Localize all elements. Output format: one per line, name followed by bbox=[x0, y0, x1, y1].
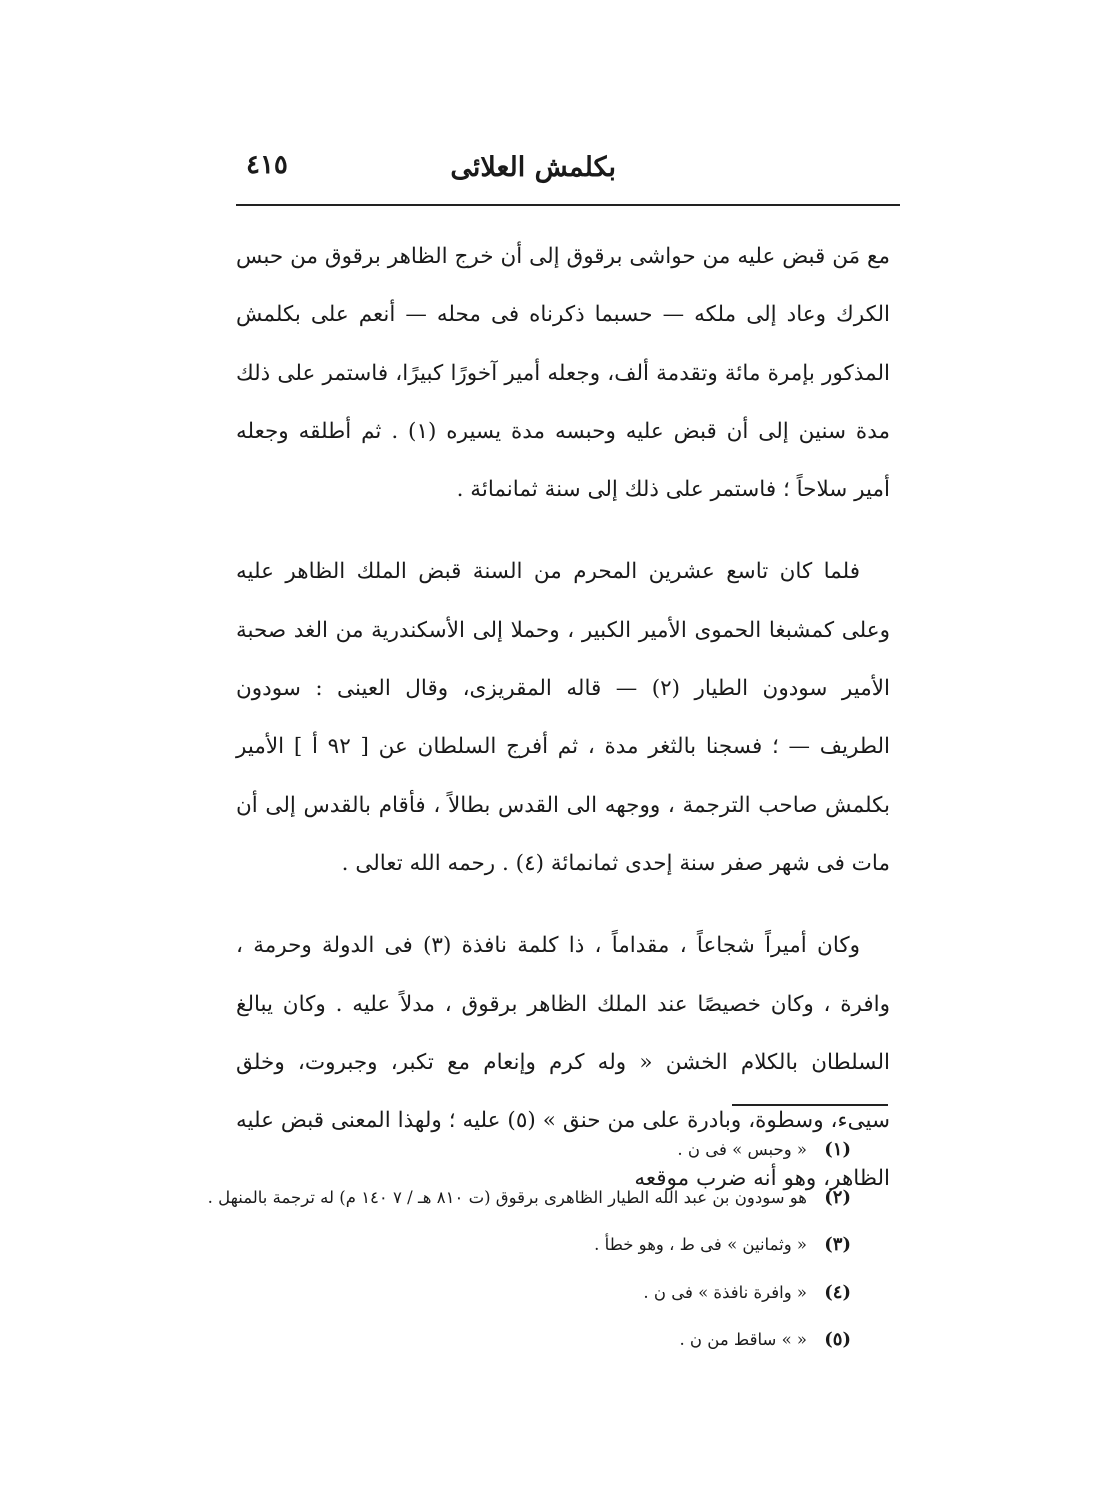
main-text bbox=[236, 228, 890, 1209]
footnote-text: « وافرة نافذة » فى ن . bbox=[643, 1282, 808, 1302]
footnote-4 bbox=[211, 1269, 851, 1317]
footnote-text: هو سودون بن عبد الله الطيار الظاهرى برقوق (ت ٨١٠ هـ / ٧ ١٤٠ م) له ترجمة بالمنهل . bbox=[207, 1187, 808, 1207]
paragraph-3: وكان أميراً شجاعاً ، مقداماً ، ذا كلمة نافذة (٣) فى الدولة وحرمة ، وافرة ، وكان خصيصًا عند الملك الظاهر برقوق ، مدلاً عليه . وكان يبالغ السلطان بالكلام الخشن « وله كرم وإنعام مع تكبر، وجبروت، وخلق سيىء، وسطوة، وبادرة على من حنق » (٥) عليه ؛ ولهذا المعنى قبض عليه الظاهر، وهو أنه ضرب موقعه bbox=[236, 933, 891, 1192]
footnote-number: (١) bbox=[824, 1139, 851, 1160]
header-rule bbox=[236, 204, 900, 206]
footnote-3 bbox=[211, 1221, 851, 1269]
footnote-1 bbox=[211, 1126, 851, 1174]
running-header bbox=[238, 150, 896, 198]
footnote-number: (٤) bbox=[824, 1281, 851, 1303]
footnote-number: (٢) bbox=[824, 1186, 851, 1208]
footnote-text: « وثمانين » فى ط ، وهو خطأ . bbox=[594, 1235, 808, 1254]
page-number: ٤١٥ bbox=[246, 150, 288, 180]
paragraph-2: فلما كان تاسع عشرين المحرم من السنة قبض الملك الظاهر عليه وعلى كمشبغا الحموى الأمير الكبير ، وحملا إلى الأسكندرية من الغد صحبة الأمير سودون الطيار (٢) — قاله المقريزى، وقال العينى : سودون الطريف — ؛ فسجنا بالثغر مدة ، ثم أفرج السلطان عن [ ٩٢ أ ] الأمير بكلمش صاحب الترجمة ، ووجهه الى القدس بطالاً ، فأقام بالقدس إلى أن مات فى شهر صفر سنة إحدى ثمانمائة (٤) . رحمه الله تعالى . bbox=[236, 559, 891, 876]
paragraph-1: مع مَن قبض عليه من حواشى برقوق إلى أن خرج الظاهر برقوق من حبس الكرك وعاد إلى ملكه — حسبما ذكرناه فى محله — أنعم على بكلمش المذكور بإمرة مائة وتقدمة ألف، وجعله أمير آخورًا كبيرًا، فاستمر على ذلك مدة سنين إلى أن قبض عليه وحبسه مدة يسيره (١) . ثم أطلقه وجعله أمير سلاحاً ؛ فاستمر على ذلك إلى سنة ثمانمائة . bbox=[236, 244, 890, 503]
footnote-number: (٥) bbox=[824, 1329, 851, 1350]
footnote-5 bbox=[211, 1316, 851, 1364]
running-title: بكلمش العلائى bbox=[450, 152, 616, 183]
footnotes bbox=[207, 1126, 851, 1364]
footnote-text: « وحبس » فى ن . bbox=[677, 1140, 808, 1159]
footnote-rule bbox=[732, 1104, 888, 1106]
footnote-2 bbox=[207, 1174, 851, 1222]
footnote-text: « » ساقط من ن . bbox=[679, 1330, 808, 1349]
footnote-number: (٣) bbox=[824, 1234, 851, 1255]
